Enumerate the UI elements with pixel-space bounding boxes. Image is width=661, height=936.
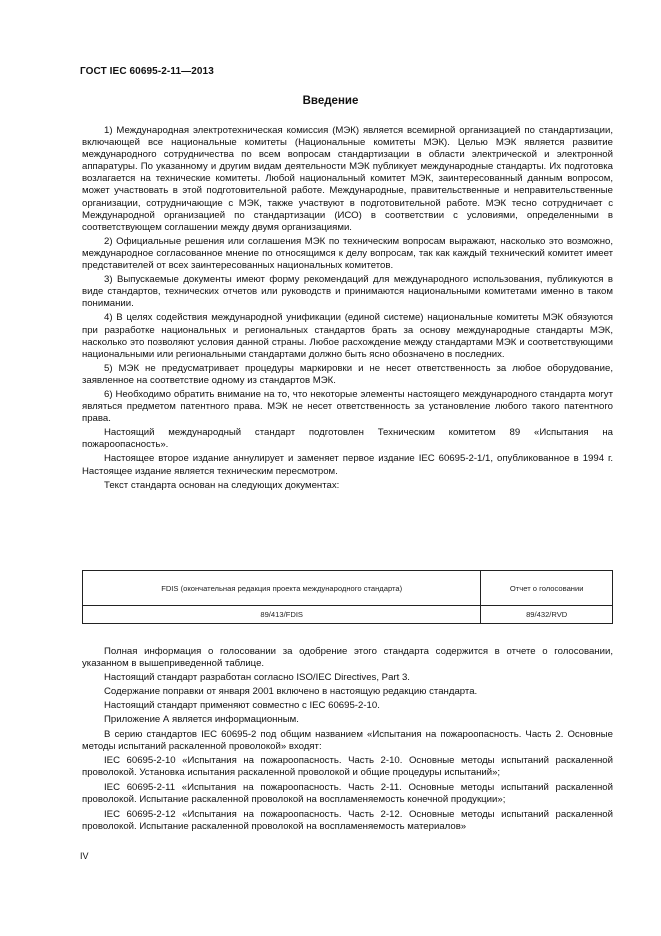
paragraph: Настоящий стандарт применяют совместно с IEC 60695-2-10. (104, 700, 380, 712)
paragraph: 5) МЭК не предусматривает процедуры маркировки и не несет ответственность за любое оборудование, заявленное на соответствие одному из стандартов МЭК. (82, 362, 613, 386)
table-row (83, 606, 613, 624)
table-cell: 89/413/FDIS (83, 606, 481, 624)
paragraph: Содержание поправки от января 2001 включено в настоящую редакцию стандарта. (104, 686, 478, 698)
paragraph: Приложение А является информационным. (104, 714, 299, 726)
table-header-row (83, 571, 613, 606)
paragraph: Настоящее второе издание аннулирует и заменяет первое издание IEC 60695-2-1/1, опубликованное в 1994 г. Настоящее издание является техническим пересмотром. (82, 453, 613, 477)
paragraph: 2) Официальные решения или соглашения МЭК по техническим вопросам выражают, насколько это возможно, международное согласованное мнение по относящимся к делу вопросам, так как каждый технический комитет имеет представителей от всех заинтересованных национальных комитетов. (82, 235, 613, 272)
table-cell: 89/432/RVD (481, 606, 613, 624)
standard-entry: IEC 60695-2-10 «Испытания на пожароопасность. Часть 2-10. Основные методы испытаний раскаленной проволокой. Установка испытания раскаленной проволокой и общие процедуры испытаний»; (82, 754, 613, 778)
document-header: ГОСТ IEC 60695-2-11—2013 (80, 66, 214, 77)
table-header-cell: Отчет о голосовании (481, 571, 613, 606)
table-header-cell: FDIS (окончательная редакция проекта международного стандарта) (83, 571, 481, 606)
paragraph: Настоящий международный стандарт подготовлен Техническим комитетом 89 «Испытания на пожароопасность». (82, 427, 613, 451)
standard-entry: IEC 60695-2-11 «Испытания на пожароопасность. Часть 2-11. Основные методы испытаний раскаленной проволокой. Испытание раскаленной проволокой на воспламеняемость конечной продукции»; (82, 781, 613, 806)
paragraph: 1) Международная электротехническая комиссия (МЭК) является всемирной организацией по стандартизации, включающей все национальные комитеты (Национальные комитеты МЭК). Целью МЭК является развитие международного сотрудничества по всем вопросам стандартизации в области электрической и электронной аппаратуры. По указанному и другим видам деятельности МЭК публикует международные стандарты. Их подготовка возлагается на технические комитеты. Любой национальный комитет МЭК, заинтересованный данным вопросом, может участвовать в этой подготовительной работе. Международные, правительственные и неправительственные организации, сотрудничающие с МЭК, также участвуют в подготовительной работе. МЭК тесно сотрудничает с Международной организацией по стандартизации (ИСО) в соответствии с условиями, определенными в соответствующем соглашении между двумя организациями. (82, 125, 613, 233)
section-title: Введение (302, 95, 359, 107)
paragraph: 6) Необходимо обратить внимание на то, что некоторые элементы настоящего международного стандарта могут являться предметом патентного права. МЭК не несет ответственность за установление любого такого патентного права. (82, 388, 613, 425)
paragraph: Полная информация о голосовании за одобрение этого стандарта содержится в отчете о голосовании, указанном в вышеприведенной таблице. (82, 646, 613, 670)
introduction-text-top (82, 125, 613, 494)
introduction-text-bottom (82, 646, 613, 836)
paragraph: 4) В целях содействия международной унификации (единой системе) национальные комитеты МЭК обязуются при разработке национальных и региональных стандартов брать за основу международные стандарты МЭК, насколько это позволяют условия данной страны. Любое расхождение между стандартами МЭК и соответствующими национальными или региональными стандартами должно быть ясно обозначено в последних. (82, 312, 613, 360)
paragraph: Текст стандарта основан на следующих документах: (104, 479, 340, 491)
paragraph: В серию стандартов IEC 60695-2 под общим названием «Испытания на пожароопасность. Часть 2. Основные методы испытаний раскаленной проволокой» входят: (82, 728, 613, 752)
paragraph: Настоящий стандарт разработан согласно ISO/IEC Directives, Part 3. (104, 672, 410, 684)
standard-entry: IEC 60695-2-12 «Испытания на пожароопасность. Часть 2-12. Основные методы испытаний раскаленной проволокой. Испытание раскаленной проволокой на воспламеняемость материалов» (82, 809, 613, 833)
paragraph: 3) Выпускаемые документы имеют форму рекомендаций для международного использования, публикуются в виде стандартов, технических отчетов или руководств и принимаются национальными комитетами именно в таком понимании. (82, 274, 613, 310)
voting-documents-table (82, 570, 613, 624)
page-number: IV (80, 851, 89, 861)
